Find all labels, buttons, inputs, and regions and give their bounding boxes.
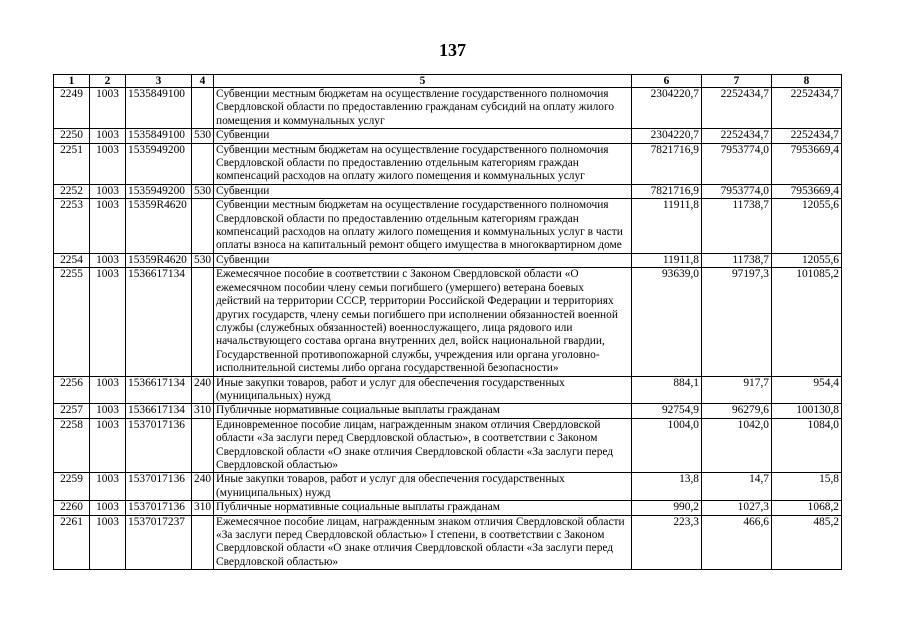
target-code-cell: 1537017136 — [126, 473, 192, 501]
table-header-row — [54, 75, 842, 88]
table-row — [54, 143, 842, 184]
expense-name-cell: Единовременное пособие лицам, награжденным знаком отличия Свердловской области «За заслуги перед Свердловской областью», в соответствии с Законом Свердловской области «О знаке отличия Свердловской области «За заслуги перед Свердловской областью» — [214, 418, 632, 473]
section-code-cell: 1003 — [90, 143, 126, 184]
table-row — [54, 404, 842, 418]
amount-3-cell: 954,4 — [772, 376, 842, 404]
amount-3-cell: 2252434,7 — [772, 88, 842, 129]
expense-type-cell — [192, 143, 214, 184]
expense-type-cell: 530 — [192, 253, 214, 267]
column-header-amount-2: 7 — [702, 75, 772, 88]
table-row — [54, 184, 842, 198]
column-header-name: 5 — [214, 75, 632, 88]
target-code-cell: 1536617134 — [126, 404, 192, 418]
expense-type-cell — [192, 515, 214, 570]
section-code-cell: 1003 — [90, 88, 126, 129]
amount-3-cell: 100130,8 — [772, 404, 842, 418]
row-number-cell: 2259 — [54, 473, 90, 501]
amount-3-cell: 15,8 — [772, 473, 842, 501]
amount-1-cell: 1004,0 — [632, 418, 702, 473]
amount-2-cell: 7953774,0 — [702, 143, 772, 184]
amount-2-cell: 2252434,7 — [702, 129, 772, 143]
target-code-cell: 1535849100 — [126, 88, 192, 129]
target-code-cell: 1537017136 — [126, 501, 192, 515]
table-row — [54, 473, 842, 501]
amount-2-cell: 96279,6 — [702, 404, 772, 418]
expense-name-cell: Субвенции — [214, 184, 632, 198]
expense-name-cell: Ежемесячное пособие лицам, награжденным знаком отличия Свердловской области «За заслуги перед Свердловской областью» I степени, в соответствии с Законом Свердловской области «О знаке отличия Свердловской области «За заслуги перед Свердловской областью» — [214, 515, 632, 570]
row-number-cell: 2258 — [54, 418, 90, 473]
amount-2-cell: 2252434,7 — [702, 88, 772, 129]
amount-1-cell: 11911,8 — [632, 253, 702, 267]
expense-name-cell: Субвенции местным бюджетам на осуществление государственного полномочия Свердловской области по предоставлению гражданам субсидий на оплату жилого помещения и коммунальных услуг — [214, 88, 632, 129]
expense-name-cell: Публичные нормативные социальные выплаты гражданам — [214, 501, 632, 515]
expense-type-cell: 530 — [192, 184, 214, 198]
table-row — [54, 268, 842, 376]
page-number: 137 — [439, 40, 466, 60]
section-code-cell: 1003 — [90, 376, 126, 404]
target-code-cell: 1535949200 — [126, 184, 192, 198]
section-code-cell: 1003 — [90, 501, 126, 515]
expense-type-cell: 310 — [192, 404, 214, 418]
row-number-cell: 2251 — [54, 143, 90, 184]
amount-1-cell: 93639,0 — [632, 268, 702, 376]
expense-name-cell: Субвенции — [214, 253, 632, 267]
expense-type-cell — [192, 199, 214, 254]
row-number-cell: 2250 — [54, 129, 90, 143]
column-header-amount-3: 8 — [772, 75, 842, 88]
expense-type-cell — [192, 268, 214, 376]
column-header-expense-type: 4 — [192, 75, 214, 88]
amount-1-cell: 990,2 — [632, 501, 702, 515]
row-number-cell: 2253 — [54, 199, 90, 254]
section-code-cell: 1003 — [90, 199, 126, 254]
table-row — [54, 129, 842, 143]
target-code-cell: 15359R4620 — [126, 253, 192, 267]
target-code-cell: 1535949200 — [126, 143, 192, 184]
expense-name-cell: Субвенции местным бюджетам на осуществление государственного полномочия Свердловской области по предоставлению отдельным категориям граждан компенсаций расходов на оплату жилого помещения и коммунальных услуг — [214, 143, 632, 184]
amount-2-cell: 14,7 — [702, 473, 772, 501]
row-number-cell: 2249 — [54, 88, 90, 129]
column-header-amount-1: 6 — [632, 75, 702, 88]
column-header-section: 2 — [90, 75, 126, 88]
target-code-cell: 15359R4620 — [126, 199, 192, 254]
expense-name-cell: Субвенции местным бюджетам на осуществление государственного полномочия Свердловской области по предоставлению отдельным категориям граждан компенсаций расходов на оплату жилого помещения и коммунальных услуг в части оплаты взноса на капитальный ремонт общего имущества в многоквартирном доме — [214, 199, 632, 254]
expense-type-cell: 530 — [192, 129, 214, 143]
expense-name-cell: Субвенции — [214, 129, 632, 143]
amount-3-cell: 1084,0 — [772, 418, 842, 473]
amount-2-cell: 7953774,0 — [702, 184, 772, 198]
amount-1-cell: 11911,8 — [632, 199, 702, 254]
expense-name-cell: Публичные нормативные социальные выплаты гражданам — [214, 404, 632, 418]
table-row — [54, 88, 842, 129]
target-code-cell: 1537017237 — [126, 515, 192, 570]
row-number-cell: 2252 — [54, 184, 90, 198]
expense-type-cell — [192, 418, 214, 473]
table-row — [54, 418, 842, 473]
amount-3-cell: 101085,2 — [772, 268, 842, 376]
amount-1-cell: 884,1 — [632, 376, 702, 404]
expense-name-cell: Иные закупки товаров, работ и услуг для обеспечения государственных (муниципальных) нужд — [214, 376, 632, 404]
table-row — [54, 376, 842, 404]
amount-1-cell: 7821716,9 — [632, 143, 702, 184]
row-number-cell: 2256 — [54, 376, 90, 404]
expense-type-cell: 310 — [192, 501, 214, 515]
amount-3-cell: 485,2 — [772, 515, 842, 570]
table-row — [54, 253, 842, 267]
amount-2-cell: 97197,3 — [702, 268, 772, 376]
column-header-number: 1 — [54, 75, 90, 88]
amount-3-cell: 12055,6 — [772, 199, 842, 254]
row-number-cell: 2260 — [54, 501, 90, 515]
amount-2-cell: 466,6 — [702, 515, 772, 570]
section-code-cell: 1003 — [90, 515, 126, 570]
section-code-cell: 1003 — [90, 404, 126, 418]
amount-1-cell: 13,8 — [632, 473, 702, 501]
expense-name-cell: Иные закупки товаров, работ и услуг для обеспечения государственных (муниципальных) нужд — [214, 473, 632, 501]
expense-name-cell: Ежемесячное пособие в соответствии с Законом Свердловской области «О ежемесячном пособии члену семьи погибшего (умершего) ветерана боевых действий на территории СССР, территории Российской Федерации и территориях других государств, члену семьи погибшего при исполнении обязанностей военной службы (служебных обязанностей) военнослужащего, лица рядового или начальствующего состава органа внутренних дел, войск национальной гвардии, Государственной противопожарной службы, учреждения или органа уголовно-исполнительной системы либо органа государственной безопасности» — [214, 268, 632, 376]
amount-3-cell: 7953669,4 — [772, 143, 842, 184]
column-header-target-code: 3 — [126, 75, 192, 88]
target-code-cell: 1535849100 — [126, 129, 192, 143]
row-number-cell: 2257 — [54, 404, 90, 418]
row-number-cell: 2254 — [54, 253, 90, 267]
amount-1-cell: 2304220,7 — [632, 129, 702, 143]
table-row — [54, 199, 842, 254]
amount-1-cell: 223,3 — [632, 515, 702, 570]
amount-3-cell: 2252434,7 — [772, 129, 842, 143]
amount-2-cell: 1027,3 — [702, 501, 772, 515]
amount-3-cell: 12055,6 — [772, 253, 842, 267]
section-code-cell: 1003 — [90, 268, 126, 376]
section-code-cell: 1003 — [90, 184, 126, 198]
section-code-cell: 1003 — [90, 129, 126, 143]
row-number-cell: 2255 — [54, 268, 90, 376]
budget-table — [53, 74, 842, 570]
table-row — [54, 515, 842, 570]
amount-1-cell: 7821716,9 — [632, 184, 702, 198]
table-row — [54, 501, 842, 515]
target-code-cell: 1536617134 — [126, 268, 192, 376]
amount-2-cell: 917,7 — [702, 376, 772, 404]
expense-type-cell: 240 — [192, 376, 214, 404]
target-code-cell: 1537017136 — [126, 418, 192, 473]
amount-3-cell: 7953669,4 — [772, 184, 842, 198]
amount-3-cell: 1068,2 — [772, 501, 842, 515]
section-code-cell: 1003 — [90, 473, 126, 501]
amount-2-cell: 11738,7 — [702, 199, 772, 254]
expense-type-cell — [192, 88, 214, 129]
amount-1-cell: 92754,9 — [632, 404, 702, 418]
amount-2-cell: 1042,0 — [702, 418, 772, 473]
amount-2-cell: 11738,7 — [702, 253, 772, 267]
row-number-cell: 2261 — [54, 515, 90, 570]
section-code-cell: 1003 — [90, 253, 126, 267]
expense-type-cell: 240 — [192, 473, 214, 501]
section-code-cell: 1003 — [90, 418, 126, 473]
target-code-cell: 1536617134 — [126, 376, 192, 404]
amount-1-cell: 2304220,7 — [632, 88, 702, 129]
